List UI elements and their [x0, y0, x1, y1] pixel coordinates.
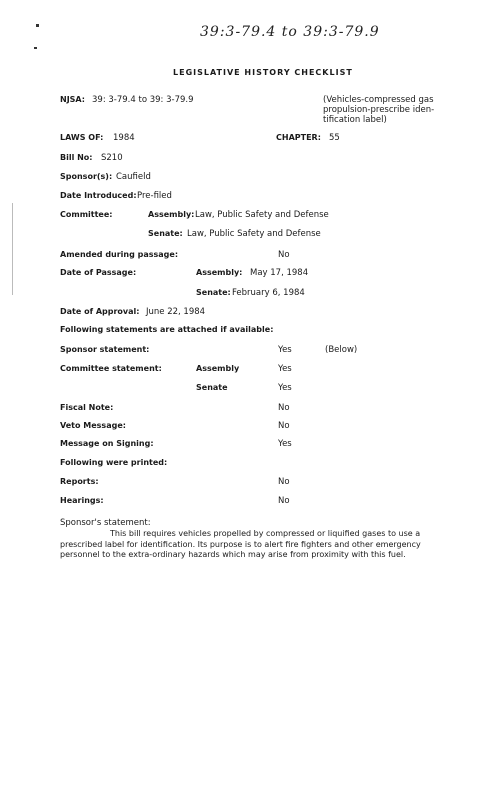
- sponsor-statement-value: Yes: [278, 345, 292, 355]
- chapter-value: 55: [329, 133, 340, 143]
- veto-message-value: No: [278, 421, 290, 431]
- committee-statement-senate-value: Yes: [278, 383, 292, 393]
- amended-value: No: [278, 250, 290, 260]
- committee-statement-label: Committee statement:: [60, 364, 162, 373]
- statement-heading: Sponsor's statement:: [60, 518, 151, 528]
- scan-edge-line: [12, 203, 13, 295]
- committee-senate-value: Law, Public Safety and Defense: [187, 229, 321, 239]
- fiscal-note-label: Fiscal Note:: [60, 403, 114, 412]
- scan-mark: [36, 24, 39, 27]
- hearings-label: Hearings:: [60, 496, 104, 505]
- committee-senate-label: Senate:: [148, 229, 183, 238]
- committee-assembly-label: Assembly:: [148, 210, 195, 219]
- committee-statement-assembly-label: Assembly: [196, 364, 240, 373]
- committee-statement-senate-label: Senate: [196, 383, 228, 392]
- sponsor-statement-note: (Below): [325, 345, 358, 355]
- subject-line-1: (Vehicles-compressed gas: [323, 95, 434, 105]
- passage-senate-value: February 6, 1984: [232, 288, 305, 298]
- date-of-approval-value: June 22, 1984: [146, 307, 206, 317]
- njsa-value: 39: 3-79.4 to 39: 3-79.9: [92, 95, 194, 105]
- attached-heading: Following statements are attached if available:: [60, 325, 274, 334]
- date-introduced-value: Pre-filed: [137, 191, 172, 201]
- bill-no-value: S210: [101, 153, 123, 163]
- message-signing-value: Yes: [278, 439, 292, 449]
- statement-text: This bill requires vehicles propelled by compressed or liquified gases to use a prescribed label for identification. Its purpose is to alert fire fighters and other emergency personnel to the extra-ordinary hazards which may arise from proximity with this fuel.: [60, 529, 421, 559]
- subject-line-3: tification label): [323, 115, 387, 125]
- sponsors-label: Sponsor(s):: [60, 172, 113, 181]
- date-of-approval-label: Date of Approval:: [60, 307, 140, 316]
- fiscal-note-value: No: [278, 403, 290, 413]
- laws-of-value: 1984: [113, 133, 135, 143]
- laws-of-label: LAWS OF:: [60, 133, 104, 142]
- bill-no-label: Bill No:: [60, 153, 93, 162]
- passage-assembly-value: May 17, 1984: [250, 268, 309, 278]
- hearings-value: No: [278, 496, 290, 506]
- passage-senate-label: Senate:: [196, 288, 231, 297]
- reports-value: No: [278, 477, 290, 487]
- njsa-label: NJSA:: [60, 95, 85, 104]
- sponsor-statement-label: Sponsor statement:: [60, 345, 150, 354]
- handwritten-header: 39:3-79.4 to 39:3-79.9: [200, 24, 380, 40]
- page-title: LEGISLATIVE HISTORY CHECKLIST: [173, 68, 353, 77]
- subject-line-2: propulsion-prescribe iden-: [323, 105, 435, 115]
- message-signing-label: Message on Signing:: [60, 439, 154, 448]
- committee-label: Committee:: [60, 210, 113, 219]
- veto-message-label: Veto Message:: [60, 421, 126, 430]
- committee-statement-assembly-value: Yes: [278, 364, 292, 374]
- scan-mark: [34, 47, 37, 49]
- sponsors-value: Caufield: [116, 172, 151, 182]
- passage-assembly-label: Assembly:: [196, 268, 243, 277]
- reports-label: Reports:: [60, 477, 99, 486]
- printed-heading: Following were printed:: [60, 458, 168, 467]
- chapter-label: CHAPTER:: [276, 133, 321, 142]
- amended-label: Amended during passage:: [60, 250, 179, 259]
- committee-assembly-value: Law, Public Safety and Defense: [195, 210, 329, 220]
- date-introduced-label: Date Introduced:: [60, 191, 137, 200]
- date-of-passage-label: Date of Passage:: [60, 268, 137, 277]
